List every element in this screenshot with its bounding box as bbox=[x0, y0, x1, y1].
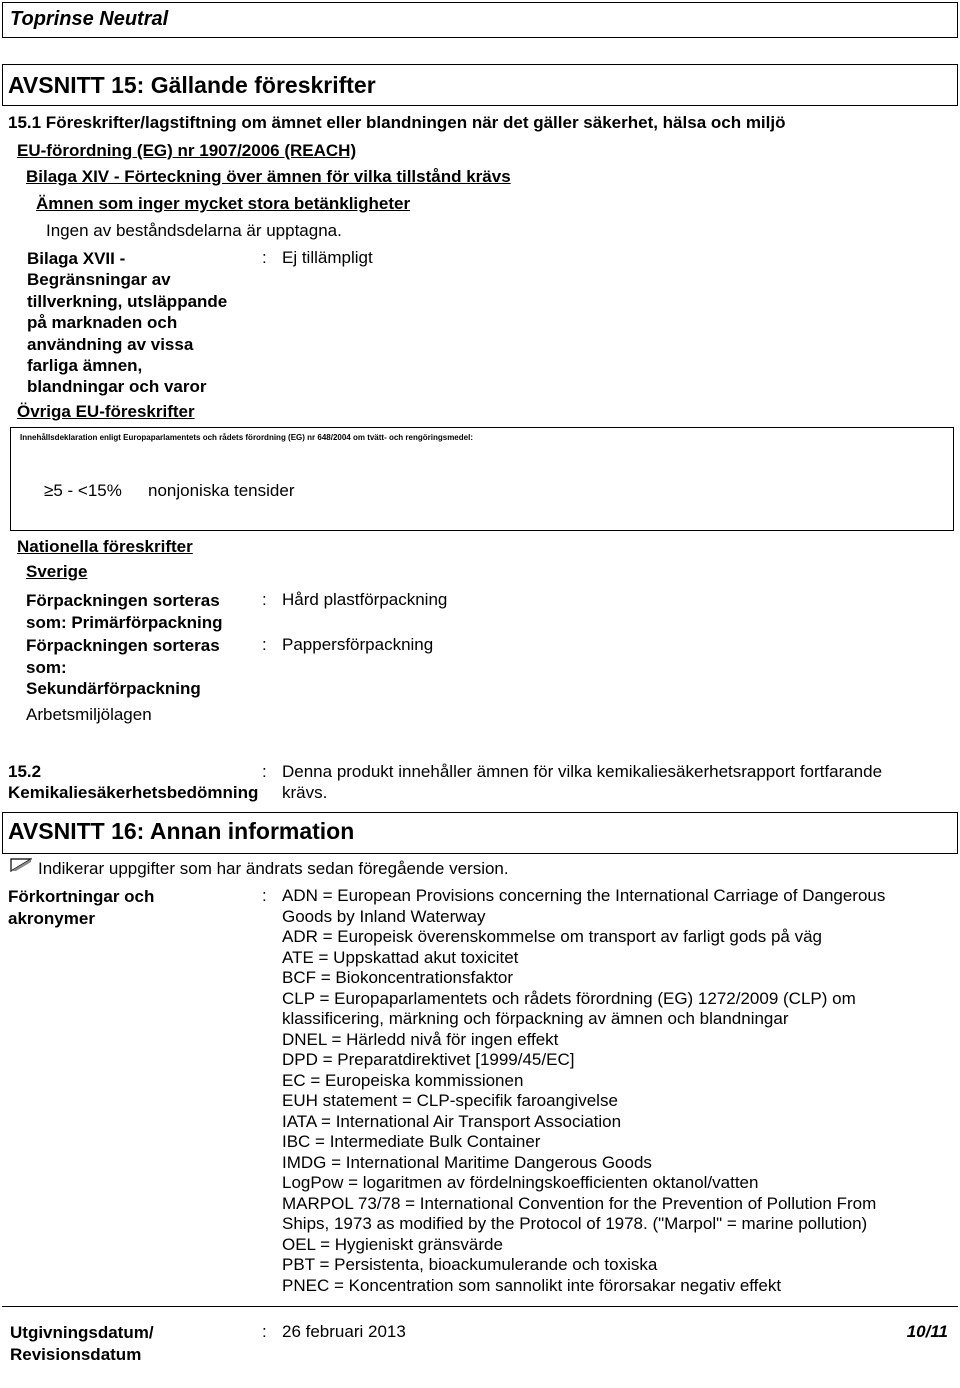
change-note: Indikerar uppgifter som har ändrats sedan föregående version. bbox=[38, 859, 509, 878]
abbreviation-line: DNEL = Härledd nivå för ingen effekt bbox=[282, 1029, 559, 1049]
abbreviation-line: PBT = Persistenta, bioackumulerande och toxiska bbox=[282, 1255, 658, 1274]
primary-packaging-colon: : bbox=[262, 590, 267, 609]
csa-value: Denna produkt innehåller ämnen för vilka kemikaliesäkerhetsrapport fortfarande krävs. bbox=[282, 762, 883, 802]
footer-divider bbox=[2, 1306, 958, 1307]
abbreviations-colon: : bbox=[262, 886, 267, 905]
abbreviation-line: OEL = Hygieniskt gränsvärde bbox=[282, 1234, 503, 1254]
detergent-range: ≥5 - <15% bbox=[44, 481, 122, 500]
work-environment-law: Arbetsmiljölagen bbox=[26, 705, 152, 724]
reach-heading: EU-förordning (EG) nr 1907/2006 (REACH) bbox=[17, 141, 357, 160]
other-eu-heading: Övriga EU-föreskrifter bbox=[17, 402, 195, 421]
abbreviation-line: EC = Europeiska kommissionen bbox=[282, 1070, 524, 1090]
abbreviation-line: EUH statement = CLP-specifik faroangivelse bbox=[282, 1091, 618, 1110]
abbreviations-label: Förkortningar och akronymer bbox=[8, 887, 155, 928]
annex-17-label: Bilaga XVII - Begränsningar av tillverkning, utsläppande på marknaden och användning av vissa farliga ämnen, blandningar och varor bbox=[27, 249, 228, 397]
secondary-packaging-colon: : bbox=[262, 635, 267, 654]
abbreviation-line: IBC = Intermediate Bulk Container bbox=[282, 1132, 541, 1151]
secondary-packaging-value: Pappersförpackning bbox=[282, 635, 434, 654]
abbreviation-line: Ships, 1973 as modified by the Protocol of 1978. ("Marpol" = marine pollution) bbox=[282, 1214, 868, 1233]
annex-17-value: Ej tillämpligt bbox=[282, 248, 373, 267]
abbreviation-line: Goods by Inland Waterway bbox=[282, 906, 486, 926]
csa-colon: : bbox=[262, 762, 267, 781]
change-indicator-icon bbox=[10, 858, 32, 872]
product-name: Toprinse Neutral bbox=[10, 8, 169, 30]
abbreviation-line: MARPOL 73/78 = International Convention for the Prevention of Pollution From bbox=[282, 1193, 877, 1213]
secondary-packaging-label: Förpackningen sorteras som: Sekundärförpackning bbox=[26, 636, 220, 698]
detergent-declaration-text: Innehållsdeklaration enligt Europaparlamentets och rådets förordning (EG) nr 648/2004 om tvätt- och rengöringsmedel: bbox=[20, 433, 473, 442]
abbreviation-line: PNEC = Koncentration som sannolikt inte förorsakar negativ effekt bbox=[282, 1275, 782, 1295]
abbreviation-line: ATE = Uppskattad akut toxicitet bbox=[282, 947, 519, 967]
svhc-heading: Ämnen som inger mycket stora betänkligheter bbox=[36, 194, 411, 213]
abbreviation-line: BCF = Biokoncentrationsfaktor bbox=[282, 968, 514, 987]
section-15-title: AVSNITT 15: Gällande föreskrifter bbox=[8, 72, 376, 98]
issue-date-value: 26 februari 2013 bbox=[282, 1322, 406, 1341]
abbreviation-line: ADR = Europeisk överenskommelse om transport av farligt gods på väg bbox=[282, 927, 822, 946]
section-16-title: AVSNITT 16: Annan information bbox=[8, 818, 355, 844]
abbreviation-line: DPD = Preparatdirektivet [1999/45/EC] bbox=[282, 1050, 575, 1069]
annex-17-colon: : bbox=[262, 248, 267, 267]
primary-packaging-value: Hård plastförpackning bbox=[282, 590, 448, 609]
detergent-declaration-box bbox=[10, 427, 954, 531]
abbreviation-line: klassificering, märkning och förpackning av ämnen och blandningar bbox=[282, 1009, 789, 1028]
page-number: 10/11 bbox=[906, 1322, 948, 1341]
detergent-ingredient: nonjoniska tensider bbox=[148, 481, 295, 500]
issue-date-colon: : bbox=[262, 1322, 267, 1341]
abbreviation-line: ADN = European Provisions concerning the International Carriage of Dangerous bbox=[282, 886, 886, 905]
national-heading: Nationella föreskrifter bbox=[17, 537, 193, 556]
subsection-15-1-title: 15.1 Föreskrifter/lagstiftning om ämnet eller blandningen när det gäller säkerhet, hälsa och miljö bbox=[8, 113, 786, 132]
csa-label: 15.2 Kemikaliesäkerhetsbedömning bbox=[8, 762, 259, 802]
abbreviation-line: IATA = International Air Transport Association bbox=[282, 1111, 622, 1131]
sweden-heading: Sverige bbox=[26, 562, 88, 581]
primary-packaging-label: Förpackningen sorteras som: Primärförpackning bbox=[26, 591, 223, 632]
abbreviation-line: CLP = Europaparlamentets och rådets förordning (EG) 1272/2009 (CLP) om bbox=[282, 988, 856, 1008]
abbreviation-line: IMDG = International Maritime Dangerous Goods bbox=[282, 1152, 652, 1172]
annex-14-heading: Bilaga XIV - Förteckning över ämnen för vilka tillstånd krävs bbox=[26, 167, 511, 186]
abbreviation-line: LogPow = logaritmen av fördelningskoefficienten oktanol/vatten bbox=[282, 1173, 759, 1192]
svhc-text: Ingen av beståndsdelarna är upptagna. bbox=[46, 221, 342, 240]
issue-date-label: Utgivningsdatum/ Revisionsdatum bbox=[10, 1323, 154, 1364]
